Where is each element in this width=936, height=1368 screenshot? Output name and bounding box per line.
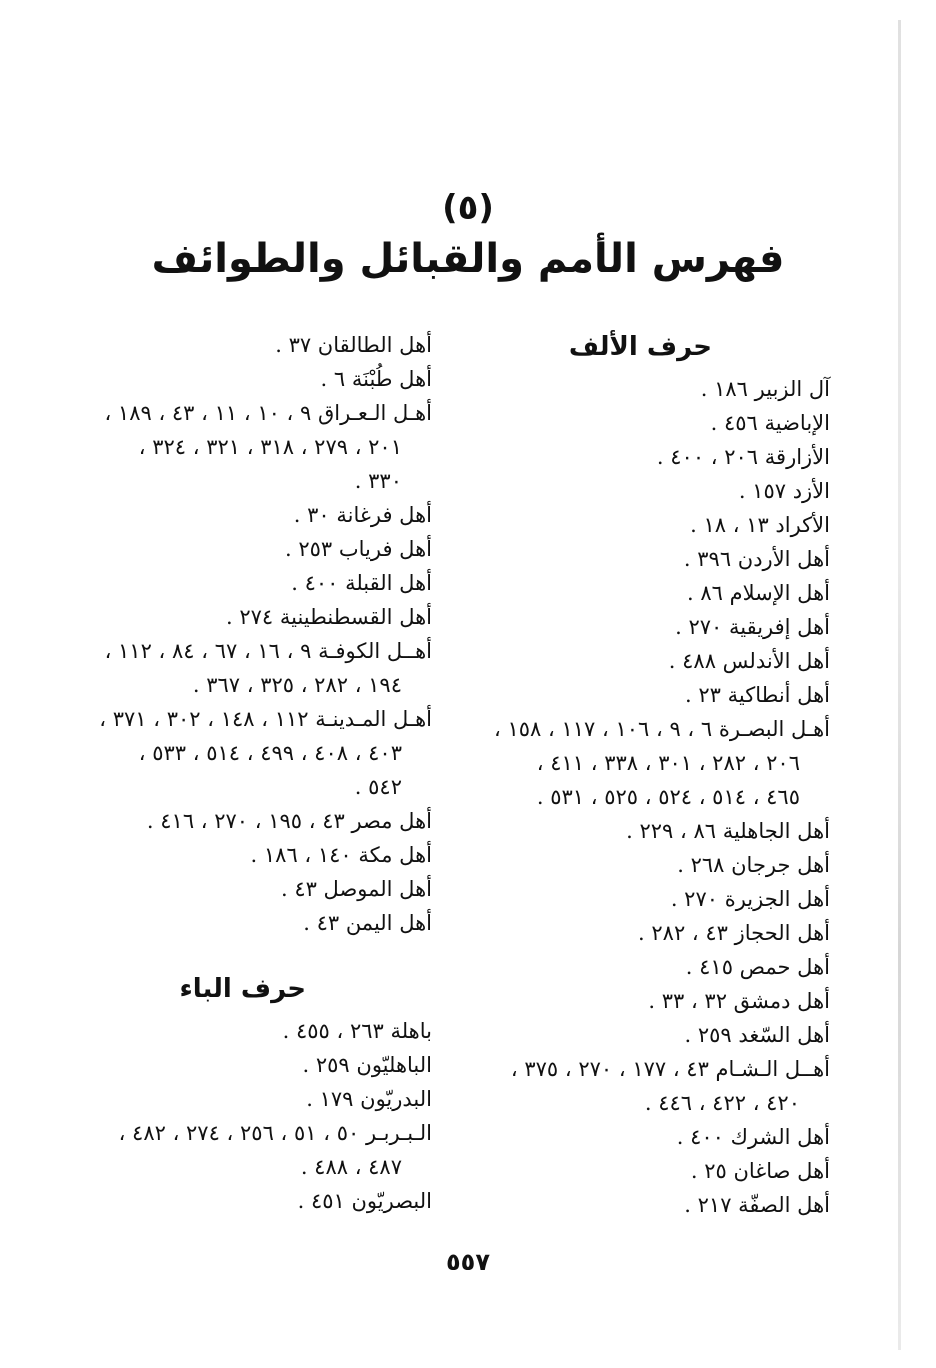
index-entry-text: البصريّون ٤٥١ . <box>297 1189 432 1213</box>
index-entry-text: أهل الجزيرة ٢٧٠ . <box>670 887 830 911</box>
index-entry-continuation: ٤٨٧ ، ٤٨٨ . <box>300 1155 402 1179</box>
index-entry <box>478 610 830 644</box>
index-entry <box>478 712 830 814</box>
index-entry <box>478 542 830 576</box>
index-entry <box>478 372 830 406</box>
index-entry-continuation: ٢٠١ ، ٢٧٩ ، ٣١٨ ، ٣٢١ ، ٣٢٤ ، <box>138 435 402 459</box>
index-entry-text: أهـل المـدينـة ١١٢ ، ١٤٨ ، ٣٠٢ ، ٣٧١ ، <box>99 707 432 731</box>
index-entry-text: أهل الطالقان ٣٧ . <box>275 333 432 357</box>
index-entry-text: أهل السّغد ٢٥٩ . <box>684 1023 830 1047</box>
index-entry <box>80 566 432 600</box>
index-column-right <box>478 328 830 1222</box>
index-entry-continuation: ٣٣٠ . <box>354 469 402 493</box>
index-entry-text: أهل حمص ٤١٥ . <box>685 955 830 979</box>
index-entry <box>478 440 830 474</box>
index-entry-text: أهل الجاهلية ٨٦ ، ٢٢٩ . <box>626 819 830 843</box>
index-entry <box>80 498 432 532</box>
index-entry-text: أهل الشرك ٤٠٠ . <box>676 1125 830 1149</box>
index-entry-text: الأكراد ١٣ ، ١٨ . <box>690 513 830 537</box>
index-entry-text: أهل الأردن ٣٩٦ . <box>683 547 830 571</box>
index-entry <box>478 508 830 542</box>
index-entry <box>478 882 830 916</box>
letter-heading-ba: حرف الباء <box>179 974 306 1004</box>
index-entry-continuation: ٤٠٣ ، ٤٠٨ ، ٤٩٩ ، ٥١٤ ، ٥٣٣ ، <box>138 741 402 765</box>
index-entry-text: أهـل الـعـراق ٩ ، ١٠ ، ١١ ، ٤٣ ، ١٨٩ ، <box>104 401 432 425</box>
index-entry-text: الأزارقة ٢٠٦ ، ٤٠٠ . <box>656 445 830 469</box>
entry-list-alif <box>478 372 830 1222</box>
index-entry <box>80 1116 432 1184</box>
index-entry <box>80 1014 432 1048</box>
entry-list-ba <box>80 1014 432 1218</box>
index-entry-text: أهل القسطنطينية ٢٧٤ . <box>225 605 432 629</box>
index-entry-text: أهل الصفّة ٢١٧ . <box>684 1193 830 1217</box>
index-entry <box>80 838 432 872</box>
index-entry-continuation: ٢٠٦ ، ٢٨٢ ، ٣٠١ ، ٣٣٨ ، ٤١١ ، <box>536 751 800 775</box>
index-entry <box>478 406 830 440</box>
index-entry-text: أهل مصر ٤٣ ، ١٩٥ ، ٢٧٠ ، ٤١٦ . <box>146 809 432 833</box>
index-entry <box>80 702 432 804</box>
index-entry-text: أهــل الـشـام ٤٣ ، ١٧٧ ، ٢٧٠ ، ٣٧٥ ، <box>510 1057 830 1081</box>
index-entry <box>80 906 432 940</box>
index-entry <box>478 576 830 610</box>
page-number: ٥٥٧ <box>446 1248 490 1276</box>
index-title: فهرس الأمم والقبائل والطوائف <box>151 236 785 282</box>
index-entry <box>478 644 830 678</box>
index-entry-text: الـبـربـر ٥٠ ، ٥١ ، ٢٥٦ ، ٢٧٤ ، ٤٨٢ ، <box>118 1121 432 1145</box>
index-entry-text: أهل طُبْنَة ٦ . <box>320 367 432 391</box>
index-entry <box>80 532 432 566</box>
index-entry <box>80 804 432 838</box>
index-entry-text: أهل الموصل ٤٣ . <box>280 877 432 901</box>
index-entry <box>80 634 432 702</box>
index-entry-text: أهل اليمن ٤٣ . <box>303 911 432 935</box>
index-entry <box>80 1082 432 1116</box>
index-entry-text: الباهليّون ٢٥٩ . <box>302 1053 432 1077</box>
index-entry-text: أهل الأندلس ٤٨٨ . <box>668 649 830 673</box>
entry-list-alif-continued <box>80 328 432 940</box>
index-entry <box>478 1052 830 1120</box>
section-number: (٥) <box>442 188 494 228</box>
index-entry-continuation: ٤٢٠ ، ٤٢٢ ، ٤٤٦ . <box>644 1091 800 1115</box>
index-entry <box>478 848 830 882</box>
index-entry-text: أهـل البصـرة ٦ ، ٩ ، ١٠٦ ، ١١٧ ، ١٥٨ ، <box>494 717 830 741</box>
index-entry <box>478 678 830 712</box>
index-entry <box>80 328 432 362</box>
index-entry-text: البدريّون ١٧٩ . <box>306 1087 432 1111</box>
index-entry <box>478 984 830 1018</box>
index-entry <box>80 1184 432 1218</box>
index-entry <box>478 950 830 984</box>
index-entry <box>478 474 830 508</box>
index-entry-text: أهل أنطاكية ٢٣ . <box>685 683 830 707</box>
index-entry-continuation: ٥٤٢ . <box>354 775 402 799</box>
index-entry-continuation: ١٩٤ ، ٢٨٢ ، ٣٢٥ ، ٣٦٧ . <box>192 673 402 697</box>
index-entry-text: آل الزبير ١٨٦ . <box>700 377 830 401</box>
index-entry <box>478 1018 830 1052</box>
index-entry <box>80 600 432 634</box>
index-entry <box>478 1154 830 1188</box>
index-column-left <box>80 328 432 1218</box>
index-entry <box>80 872 432 906</box>
index-entry-text: أهل صاغان ٢٥ . <box>690 1159 830 1183</box>
index-entry-text: الأزد ١٥٧ . <box>738 479 830 503</box>
index-entry-text: أهل القبلة ٤٠٠ . <box>291 571 432 595</box>
index-entry-text: الإباضية ٤٥٦ . <box>710 411 830 435</box>
index-entry-text: أهل الحجاز ٤٣ ، ٢٨٢ . <box>638 921 830 945</box>
index-entry <box>80 1048 432 1082</box>
index-entry <box>478 916 830 950</box>
index-entry-text: أهل فرغانة ٣٠ . <box>293 503 432 527</box>
index-entry-text: أهل جرجان ٢٦٨ . <box>677 853 830 877</box>
index-entry <box>80 362 432 396</box>
index-entry <box>478 814 830 848</box>
index-entry-text: أهل فرياب ٢٥٣ . <box>284 537 432 561</box>
index-entry <box>478 1120 830 1154</box>
index-entry-text: باهلة ٢٦٣ ، ٤٥٥ . <box>282 1019 432 1043</box>
letter-heading-alif: حرف الألف <box>568 332 712 362</box>
index-entry-text: أهل دمشق ٣٢ ، ٣٣ . <box>648 989 830 1013</box>
index-entry-text: أهــل الكوفـة ٩ ، ١٦ ، ٦٧ ، ٨٤ ، ١١٢ ، <box>104 639 432 663</box>
index-entry-text: أهل الإسلام ٨٦ . <box>686 581 830 605</box>
index-entry-text: أهل مكة ١٤٠ ، ١٨٦ . <box>250 843 432 867</box>
index-entry-text: أهل إفريقية ٢٧٠ . <box>675 615 830 639</box>
index-entry <box>80 396 432 498</box>
index-entry <box>478 1188 830 1222</box>
index-entry-continuation: ٤٦٥ ، ٥١٤ ، ٥٢٤ ، ٥٢٥ ، ٥٣١ . <box>536 785 800 809</box>
